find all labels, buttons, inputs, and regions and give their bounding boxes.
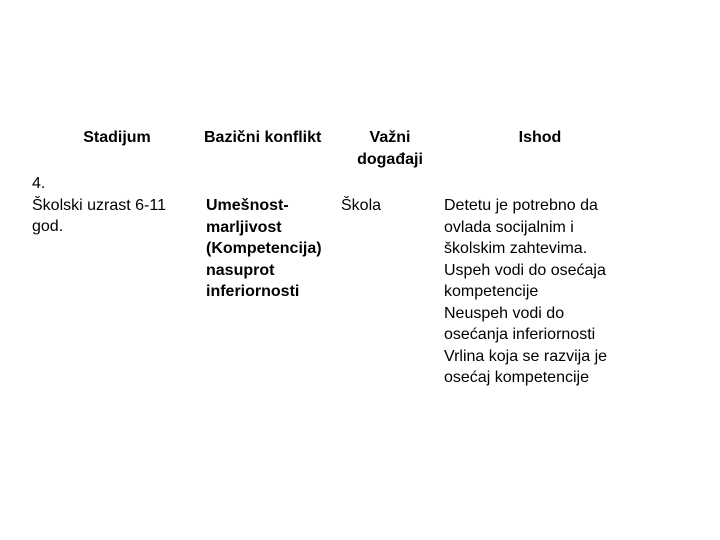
- cell-ishod: Detetu je potrebno da ovlada socijalnim i školskim zahtevima. Uspeh vodi do osećaja kompetencije Neuspeh vodi do osećanja inferiornosti Vrlina koja se razvija je osećaj kompetencije: [444, 197, 608, 386]
- header-vazni-dogadjaji: Važni događaji: [357, 129, 423, 168]
- cell-vazni-dogadjaji: Škola: [341, 197, 382, 214]
- header-ishod: Ishod: [518, 129, 562, 146]
- cell-stadijum: 4. Školski uzrast 6-11 god.: [32, 175, 166, 235]
- header-stadijum: Stadijum: [83, 129, 151, 146]
- header-bazicni-konflikt: Bazični konflikt: [204, 129, 322, 146]
- cell-bazicni-konflikt: Umešnost- marljivost (Kompetencija) nasuprot inferiornosti: [206, 197, 322, 300]
